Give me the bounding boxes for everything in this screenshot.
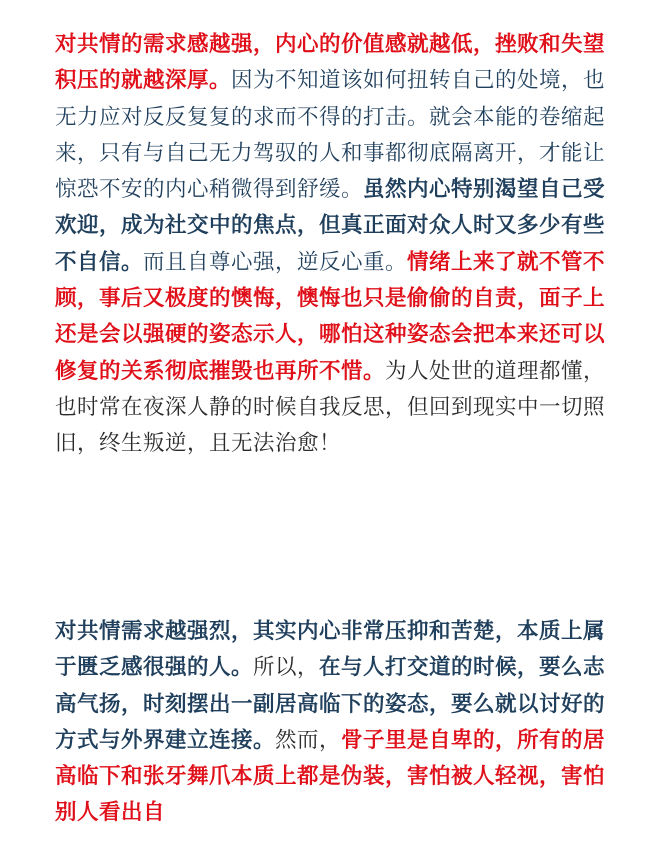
highlight-red-text: 情绪上来了就不管不顾，事后又极度的懊悔，懊悔也只是偷偷的自责，面子上还是会以强硬的姿态示人，哪怕这种姿态会把本来还可以修复的关系彻底摧毁也再所不惜。 <box>55 249 606 384</box>
emphasis-text: 虽然内心特别渴望自己受欢迎，成为社交中的焦点，但真正面对众人时又多少有些不自信。 <box>55 177 606 275</box>
highlight-red-text: 骨子里是自卑的，所有的居高临下和张牙舞爪本质上都是伪装，害怕被人轻视，害怕别人看出自 <box>55 727 606 826</box>
paragraph-2 <box>55 614 615 832</box>
body-text: 因为不知道该如何扭转自己的处境，也无力应对反反复复的求而不得的打击。就会本能的卷缩起来，只有与自己无力驾驭的人和事都彻底隔离开，才能让惊恐不安的内心稍微得到舒缓。 <box>55 68 606 203</box>
body-text: 为人处世的道理都懂，也时常在夜深人静的时候自我反思，但回到现实中一切照旧，终生叛逆，且无法治愈！ <box>55 358 606 457</box>
emphasis-text: 对共情需求越强烈，其实内心非常压抑和苦楚，本质上属于匮乏感很强的人。 <box>55 619 606 681</box>
body-text: 而且自尊心强，逆反心重。 <box>143 249 408 275</box>
paragraph-1 <box>55 27 615 463</box>
highlight-red-text: 对共情的需求感越强，内心的价值感就越低，挫败和失望积压的就越深厚。 <box>55 32 606 94</box>
emphasis-text: 在与人打交道的时候，要么志高气扬，时刻摆出一副居高临下的姿态，要么就以讨好的方式与外界建立连接。 <box>55 655 606 753</box>
body-text: 然而， <box>275 727 342 753</box>
body-text: 所以， <box>253 655 320 681</box>
